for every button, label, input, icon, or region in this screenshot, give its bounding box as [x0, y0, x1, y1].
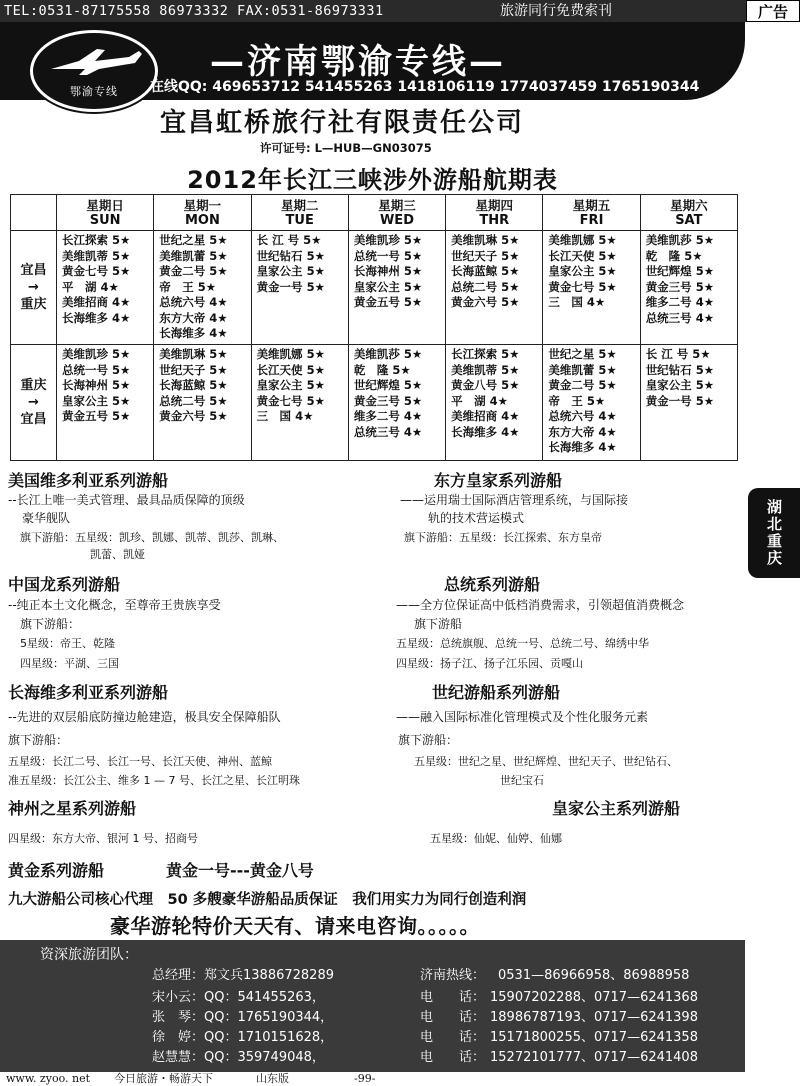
- ship-entry: 皇家公主 5★: [256, 378, 325, 392]
- ship-entry: 长海蓝鲸 5★: [159, 378, 228, 392]
- series-changhai-desc: --先进的双层船底防撞边舱建造，极具安全保障船队: [8, 710, 281, 724]
- ship-entry: 总统二号 5★: [159, 393, 228, 408]
- series-changhai-quasi: 准五星级：长江公主、维多 1 — 7 号、长江之星、长江明珠: [8, 774, 300, 787]
- series-century-desc: ——融入国际标准化管理模式及个性化服务元素: [396, 710, 649, 724]
- ship-entry: 乾 隆 5★: [353, 362, 411, 377]
- ship-entry: 长江探索 5★: [62, 233, 131, 247]
- series-royal-five: 五星级：仙妮、仙婷、仙娜: [430, 832, 562, 845]
- ship-entry: 总统三号 4★: [353, 424, 423, 439]
- route-route-from: 宜昌: [20, 263, 47, 278]
- ship-entry: 美维凯娜 5★: [548, 233, 617, 247]
- schedule-cell: [57, 231, 154, 345]
- table-corner: [11, 195, 57, 231]
- ship-entry: 长海维多 4★: [548, 440, 617, 454]
- series-president-four: 四星级：扬子江、扬子江乐园、贡嘎山: [396, 657, 583, 670]
- series-century-title: 世纪游船系列游船: [432, 683, 561, 702]
- series-victoria-desc2: 豪华舰队: [22, 511, 71, 525]
- license-number: 许可证号: L—HUB—GN03075: [260, 141, 432, 155]
- series-shenzhou-title: 神州之星系列游船: [8, 799, 137, 818]
- ship-entry: 长海维多 4★: [451, 424, 520, 439]
- series-changhai-sub: 旗下游船：: [8, 733, 69, 747]
- series-dragon-five: 5星级：帝王、乾隆: [20, 637, 115, 650]
- route-arrow: →: [28, 395, 39, 410]
- ship-entry: 黄金五号 5★: [62, 409, 131, 423]
- schedule-cell: [251, 231, 348, 345]
- ship-entry: 黄金一号 5★: [256, 279, 325, 294]
- series-golden-range: 黄金一号---黄金八号: [166, 861, 314, 880]
- free-catalog-slogan: 旅游同行免费索刊: [500, 3, 612, 19]
- footer-edition: 山东版: [256, 1072, 289, 1085]
- route-route-to: 宜昌: [20, 412, 47, 427]
- ship-entry: 三 国 4★: [256, 409, 314, 423]
- day-header: 星期日 SUN: [57, 195, 154, 231]
- ship-entry: 美维凯蕾 5★: [159, 248, 228, 263]
- series-victoria-desc: --长江上唯一美式管理、最具品质保障的顶级: [8, 493, 245, 507]
- series-golden-title: 黄金系列游船: [8, 861, 105, 880]
- ship-entry: 长海维多 4★: [62, 310, 131, 325]
- promo-slogan: 豪华游轮特价天天有、请来电咨询。。。。。: [110, 914, 480, 938]
- member-phone-label: 电 话：: [420, 1050, 486, 1065]
- ship-entry: 平 湖 4★: [451, 393, 508, 408]
- ship-entry: 黄金七号 5★: [548, 279, 617, 294]
- footer-site: www. zyoo. net: [6, 1072, 91, 1085]
- member-phone: 18986787193、0717—6241398: [490, 1010, 698, 1025]
- ship-entry: 美维凯珍 5★: [353, 233, 423, 247]
- plane-icon: [49, 47, 143, 77]
- member-phone: 15272101777、0717—6241408: [490, 1050, 698, 1065]
- series-oriental-ships: 旗下游船：五星级：长江探索、东方皇帝: [404, 531, 602, 544]
- ship-entry: 黄金五号 5★: [353, 295, 423, 309]
- series-president-five: 五星级：总统旗舰、总统一号、总统二号、绵绣中华: [396, 637, 649, 650]
- ship-entry: 美维凯琳 5★: [159, 347, 228, 361]
- ship-entry: 皇家公主 5★: [645, 378, 715, 392]
- ship-entry: 美维凯琳 5★: [451, 233, 520, 247]
- ship-entry: 皇家公主 5★: [62, 393, 131, 408]
- ship-entry: 长海维多 4★: [159, 326, 228, 340]
- day-header: 星期四 THR: [446, 195, 543, 231]
- ship-entry: 美维凯娜 5★: [256, 347, 325, 361]
- ship-entry: 世纪钻石 5★: [645, 362, 715, 377]
- route-arrow: →: [28, 280, 39, 295]
- ship-entry: 东方大帝 4★: [548, 424, 617, 439]
- ship-entry: 美维凯莎 5★: [353, 347, 423, 361]
- ship-entry: 美维凯蒂 5★: [62, 248, 131, 263]
- ship-entry: 美维凯珍 5★: [62, 347, 131, 361]
- ship-entry: 总统一号 5★: [62, 362, 131, 377]
- ship-entry: 世纪辉煌 5★: [353, 378, 423, 392]
- page-number: -99-: [354, 1072, 376, 1085]
- ship-entry: 乾 隆 5★: [645, 248, 703, 263]
- ship-entry: 长 江 号 5★: [256, 233, 322, 247]
- member-info: 赵慧慧：QQ：359749048，: [152, 1050, 325, 1065]
- schedule-cell: [154, 345, 251, 461]
- series-victoria-title: 美国维多利亚系列游船: [8, 471, 169, 490]
- schedule-cell: [446, 231, 543, 345]
- series-royal-title: 皇家公主系列游船: [552, 799, 681, 818]
- series-century-sub: 旗下游船：: [398, 733, 459, 747]
- footer-brand: 今日旅游・畅游天下: [114, 1072, 213, 1085]
- schedule-cell: [446, 345, 543, 461]
- schedule-row: [11, 345, 738, 461]
- route-route-from: 重庆: [20, 378, 47, 393]
- ship-entry: 世纪之星 5★: [159, 233, 228, 247]
- ship-entry: 黄金二号 5★: [548, 378, 617, 392]
- schedule-cell: [348, 231, 445, 345]
- schedule-title: 2012年长江三峡涉外游船航期表: [187, 166, 558, 194]
- ship-entry: 帝 王 5★: [548, 393, 606, 408]
- series-dragon-title: 中国龙系列游船: [8, 575, 121, 594]
- company-name: 宜昌虹桥旅行社有限责任公司: [160, 108, 525, 138]
- ship-entry: 黄金六号 5★: [451, 295, 520, 309]
- ship-entry: 世纪天子 5★: [159, 362, 228, 377]
- ship-entry: 皇家公主 5★: [548, 264, 617, 278]
- ship-entry: 美维招商 4★: [62, 295, 131, 309]
- member-phone-label: 济南热线：: [420, 968, 486, 983]
- series-changhai-title: 长海维多利亚系列游船: [8, 683, 169, 702]
- schedule-cell: [640, 345, 737, 461]
- ship-entry: 长海神州 5★: [62, 378, 131, 392]
- ship-entry: 黄金七号 5★: [256, 393, 325, 408]
- member-phone: 15907202288、0717—6241368: [490, 990, 698, 1005]
- series-president-desc: ——全方位保证高中低档消费需求，引领超值消费概念: [396, 598, 685, 612]
- member-info: 徐 婷：QQ：1710151628，: [152, 1030, 334, 1045]
- schedule-cell: [251, 345, 348, 461]
- member-phone: 0531—86966958、86988958: [498, 968, 690, 983]
- day-header: 星期五 FRI: [543, 195, 640, 231]
- ship-entry: 美维凯蒂 5★: [451, 362, 520, 377]
- online-qq: 在线QQ: 469653712 541455263 1418106119 1774037459 1765190344: [150, 79, 700, 95]
- series-victoria-ships: 旗下游船：五星级：凯珍、凯娜、凯蒂、凯莎、凯琳、: [20, 531, 284, 544]
- ship-entry: 黄金一号 5★: [645, 393, 715, 408]
- member-phone: 15171800255、0717—6241358: [490, 1030, 698, 1045]
- ship-entry: 皇家公主 5★: [353, 279, 423, 294]
- series-oriental-desc2: 轨的技术营运模式: [428, 511, 525, 525]
- ship-entry: 东方大帝 4★: [159, 310, 228, 325]
- ship-entry: 平 湖 4★: [62, 279, 119, 294]
- member-phone-label: 电 话：: [420, 990, 486, 1005]
- ship-entry: 黄金六号 5★: [159, 409, 228, 423]
- schedule-cell: [348, 345, 445, 461]
- ship-entry: 总统三号 4★: [645, 310, 715, 325]
- ship-entry: 总统六号 4★: [159, 295, 228, 309]
- schedule-cell: [543, 345, 640, 461]
- ship-entry: 黄金三号 5★: [645, 279, 715, 294]
- ship-entry: 维多二号 4★: [353, 409, 423, 423]
- schedule-cell: [640, 231, 737, 345]
- ship-entry: 美维凯莎 5★: [645, 233, 715, 247]
- ship-entry: 长江天使 5★: [548, 248, 617, 263]
- member-info: 张 琴：QQ：1765190344，: [152, 1010, 334, 1025]
- day-header: 星期六 SAT: [640, 195, 737, 231]
- route-route-to: 重庆: [20, 297, 47, 312]
- ship-entry: 皇家公主 5★: [256, 264, 325, 278]
- ship-entry: 黄金八号 5★: [451, 378, 520, 392]
- logo-text: 鄂渝专线: [70, 85, 118, 98]
- ship-entry: 长海蓝鲸 5★: [451, 264, 520, 278]
- schedule-cell: [57, 345, 154, 461]
- member-info: 总经理：郑文兵13886728289: [152, 968, 334, 983]
- team-label: 资深旅游团队：: [40, 947, 138, 963]
- series-changhai-five: 五星级：长江二号、长江一号、长江天使、神州、蓝鲸: [8, 755, 272, 768]
- ship-entry: 三 国 4★: [548, 295, 606, 309]
- cruise-schedule-table: [10, 194, 738, 461]
- series-victoria-ships2: 凯蕾、凯娅: [90, 548, 145, 561]
- ad-badge: 广告: [746, 0, 800, 22]
- day-header: 星期一 MON: [154, 195, 251, 231]
- ship-entry: 维多二号 4★: [645, 295, 715, 309]
- series-dragon-desc: --纯正本土文化概念，至尊帝王贵族享受: [8, 598, 221, 612]
- ship-entry: 长 江 号 5★: [645, 347, 711, 361]
- series-president-sub: 旗下游船: [414, 617, 463, 631]
- schedule-cell: [543, 231, 640, 345]
- series-dragon-four: 四星级：平湖、三国: [20, 657, 119, 670]
- member-phone-label: 电 话：: [420, 1030, 486, 1045]
- agency-slogan: 九大游船公司核心代理 50 多艘豪华游船品质保证 我们用实力为同行创造利润: [8, 892, 527, 908]
- main-title: —济南鄂渝专线—: [210, 42, 506, 82]
- route-label: [11, 345, 57, 461]
- ship-entry: 总统二号 5★: [451, 279, 520, 294]
- contact-numbers: TEL:0531-87175558 86973332 FAX:0531-86973331: [4, 3, 384, 19]
- ship-entry: 总统六号 4★: [548, 409, 617, 423]
- ship-entry: 世纪钻石 5★: [256, 248, 325, 263]
- team-contacts: [0, 940, 745, 1072]
- ship-entry: 总统一号 5★: [353, 248, 423, 263]
- ship-entry: 世纪辉煌 5★: [645, 264, 715, 278]
- series-oriental-title: 东方皇家系列游船: [434, 471, 563, 490]
- series-century-five2: 世纪宝石: [500, 774, 544, 787]
- ship-entry: 世纪天子 5★: [451, 248, 520, 263]
- series-president-title: 总统系列游船: [444, 575, 541, 594]
- top-contact-bar: [0, 0, 800, 22]
- ship-entry: 帝 王 5★: [159, 279, 217, 294]
- ship-entry: 美维凯蕾 5★: [548, 362, 617, 377]
- schedule-row: [11, 231, 738, 345]
- day-header: 星期二 TUE: [251, 195, 348, 231]
- ship-entry: 世纪之星 5★: [548, 347, 617, 361]
- ship-entry: 黄金七号 5★: [62, 264, 131, 278]
- member-info: 宋小云：QQ：541455263，: [152, 990, 325, 1005]
- ship-entry: 黄金二号 5★: [159, 264, 228, 278]
- member-phone-label: 电 话：: [420, 1010, 486, 1025]
- series-oriental-desc: ——运用瑞士国际酒店管理系统，与国际接: [400, 493, 629, 507]
- region-side-tab: 湖北重庆: [748, 488, 800, 578]
- ship-entry: 长江探索 5★: [451, 347, 520, 361]
- schedule-cell: [154, 231, 251, 345]
- series-dragon-sub: 旗下游船：: [20, 617, 81, 631]
- ship-entry: 美维招商 4★: [451, 409, 520, 423]
- company-logo: [30, 30, 158, 112]
- ship-entry: 长海神州 5★: [353, 264, 423, 278]
- table-header-row: [11, 195, 738, 231]
- route-label: [11, 231, 57, 345]
- ship-entry: 黄金三号 5★: [353, 393, 423, 408]
- day-header: 星期三 WED: [348, 195, 445, 231]
- ship-entry: 长江天使 5★: [256, 362, 325, 377]
- page-footer: [0, 1072, 800, 1086]
- series-century-five: 五星级：世纪之星、世纪辉煌、世纪天子、世纪钻石、: [414, 755, 678, 768]
- series-shenzhou-four: 四星级：东方大帝、银河 1 号、招商号: [8, 832, 198, 845]
